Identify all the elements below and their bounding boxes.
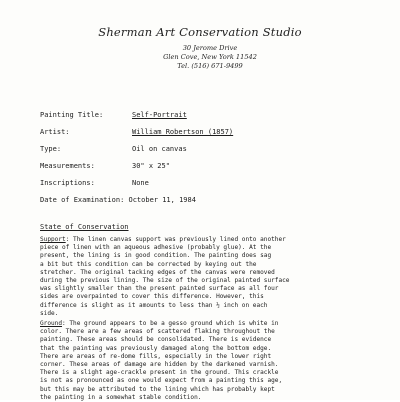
paragraph-line: a bit but this condition can be corrected by keying out the [40,260,257,268]
paragraph-line: during the previous lining. The size of the original painted surface [40,277,290,285]
studio-name: Sherman Art Conservation Studio [98,25,302,39]
examination-date: Date of Examination: October 11, 1984 [40,196,196,204]
measurements-label: Measurements: [40,162,95,170]
paragraph-line: color. There are a few areas of scattered flaking throughout the [40,328,275,336]
inscriptions-value: None [132,179,149,187]
ground-paragraph [40,320,380,402]
measurements-value: 30" x 25" [132,162,170,170]
support-paragraph [40,236,380,318]
paragraph-line: There is a slight age-crackle present in the ground. This crackle [40,369,279,377]
painting-title-label: Painting Title: [40,111,104,119]
painting-title-value: Self-Portrait [132,111,187,119]
type-value: Oil on canvas [132,145,187,153]
paragraph-line: corner. These areas of damage are hidden by the darkened varnish. [40,361,279,369]
paragraph-line: side. [40,309,59,317]
ground-term: Ground [40,320,63,327]
artist-value: William Robertson (1857) [132,128,234,136]
paragraph-line: the painting in a somewhat stable condition. [40,393,202,401]
paragraph-line: There are areas of re-dome fills, especially in the lower right [40,352,272,360]
paragraph-line: stretcher. The original tacking edges of the canvas were removed [40,268,275,276]
section-heading: State of Conservation [40,223,129,231]
support-term: Support [40,236,66,243]
inscriptions-label: Inscriptions: [40,179,95,187]
address-city: Glen Cove, New York 11542 [163,53,257,61]
phone-number: Tel. (516) 671-9499 [177,62,243,70]
paragraph-line [40,320,380,328]
paragraph-line: sides are overpainted to cover this difference. However, this [40,293,264,301]
paragraph-line: painting. These areas should be consolidated. There is evidence [40,336,272,344]
paragraph-line [40,236,380,244]
paragraph-line: is not as pronounced as one would expect from a painting this age, [40,377,283,385]
paragraph-line: was slightly smaller than the present painted surface as all four [40,285,279,293]
address-street: 30 Jerome Drive [182,44,238,52]
paragraph-line: piece of linen with an aqueous adhesive (probably glue). At the [40,244,272,252]
type-label: Type: [40,145,62,153]
paragraph-text: : The linen canvas support was previously lined onto another [65,236,286,243]
paragraph-line: present, the lining is in good condition. The painting does sag [40,252,272,260]
paragraph-line: difference is slight as it amounts to less than ½ inch on each [40,301,268,309]
paragraph-line: but this may be attributed to the lining which has probably kept [40,385,275,393]
artist-label: Artist: [40,128,70,136]
paragraph-text: : The ground appears to be a gesso ground which is white in [62,320,279,327]
paragraph-line: that the painting was previously damaged along the bottom edge. [40,344,272,352]
